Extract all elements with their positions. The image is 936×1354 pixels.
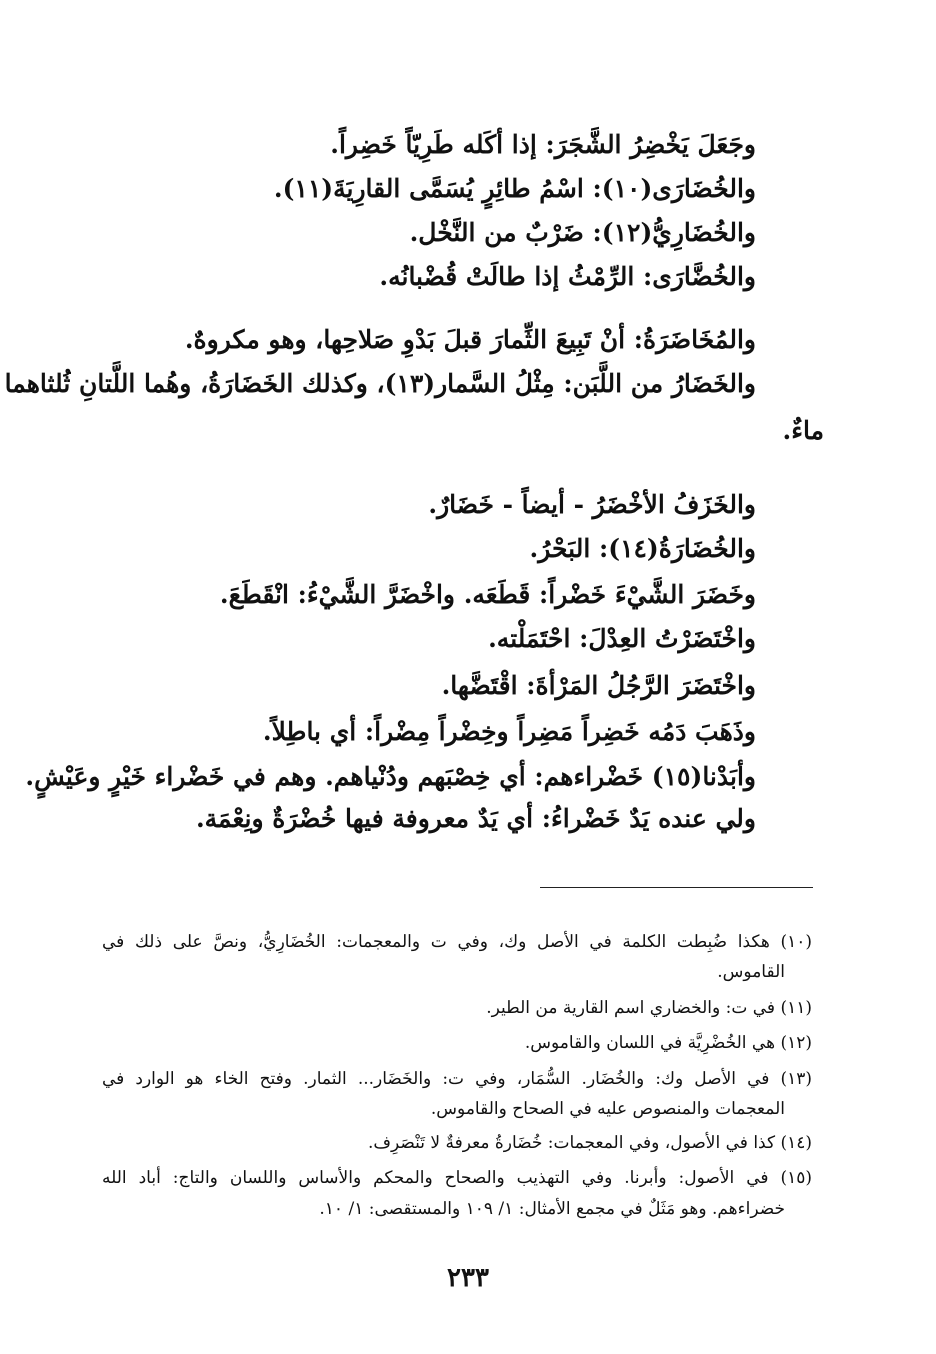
text-line: واخْتَضَرَ الرَّجُلُ المَرْأةَ: اقْتَضَّها. [441,671,756,700]
page-number: ٢٣٣ [447,1263,489,1293]
footnote-line: القاموس. [717,962,785,982]
footnote-line: (١٤) كذا في الأصول، وفي المعجمات: خُضَارةُ معرفةٌ لا تَنْصَرِف. [367,1133,812,1153]
footnote-line: (١٠) هكذا ضُبِطت الكلمة في الأصل وك، وفي ت والمعجمات: الخُضَارِيُّ، ونصَّ على ذلك في [102,932,812,952]
text-line: ولي عنده يَدٌ خَضْراءُ: أي يَدٌ معروفة فيها خُضْرَةٌ ونِعْمَة. [195,804,756,833]
footnote-line: المعجمات والمنصوص عليه في الصحاح والقاموس. [430,1099,785,1119]
text-line: وجَعَلَ يَخْضِرُ الشَّجَرَ: إذا أكَله طَرِيّاً خَضِراً. [330,130,756,159]
text-line: والخَضَارُ من اللَّبَن: مِثْلُ السَّمار(١٣)، وكذلك الخَضَارَةُ، وهُما اللَّتانِ ثُلثاهما [4,369,756,398]
text-line: وذَهَبَ دَمُه خَضِراً مَضِراً وخِضْراً مِضْراً: أي باطِلاً. [262,717,756,746]
footnote-line: (١١) في ت: والخضاري اسم القارية من الطير. [486,998,812,1018]
footnote-line: (١٥) في الأصول: وأبرنا. وفي التهذيب والصحاح والمحكم والأساس واللسان والتاج: أباد الله [102,1168,812,1188]
footnote-separator [540,887,813,888]
footnote-line: خضراءهم. وهو مَثَلٌ في مجمع الأمثال: ١/ ١٠٩ والمستقصى: ١/ ١٠. [319,1199,785,1219]
text-line: والخَزَفُ الأخْضَرُ - أيضاً - خَضَارٌ. [428,490,756,519]
text-line: وأبَدْنا(١٥) خَضْراءهم: أي خِصْبَهم ودُنْياهم. وهم في خَضْراء خَيْرٍ وعَيْشٍ. [25,762,756,791]
footnote-line: (١٢) هي الخُضْرِيَّة في اللسان والقاموس. [524,1033,812,1053]
text-line: والخُضَّارَى: الرِّمْثُ إذا طالَتْ قُضْبانُه. [379,262,756,291]
text-line: والخُضَارَى(١٠): اسْمُ طائِرٍ يُسَمَّى القارِيَةَ(١١). [273,174,756,203]
text-line: وخَضَرَ الشَّيْءَ خَضْراً: قَطَعَه. واخْضَرَّ الشَّيْءُ: انْقَطَعَ. [219,580,756,609]
text-line: والمُخَاضَرَةُ: أنْ تَبِيعَ الثِّمارَ قبلَ بَدْوِ صَلاحِها، وهو مكروهٌ. [184,325,756,354]
text-line: ماءٌ. [782,416,824,445]
text-line: واخْتَضَرْتُ العِدْلَ: احْتَمَلْته. [488,624,756,653]
text-line: والخُضَارَةُ(١٤): البَحْرُ. [529,534,756,563]
footnote-line: (١٣) في الأصل وك: والخُضَار. السُّمَار، وفي ت: والخَضَار... الثمار. وفتح الخاء هو الوارد في [102,1069,812,1089]
text-line: والخُضَارِيُّ(١٢): ضَرْبٌ من النَّخْل. [409,218,756,247]
